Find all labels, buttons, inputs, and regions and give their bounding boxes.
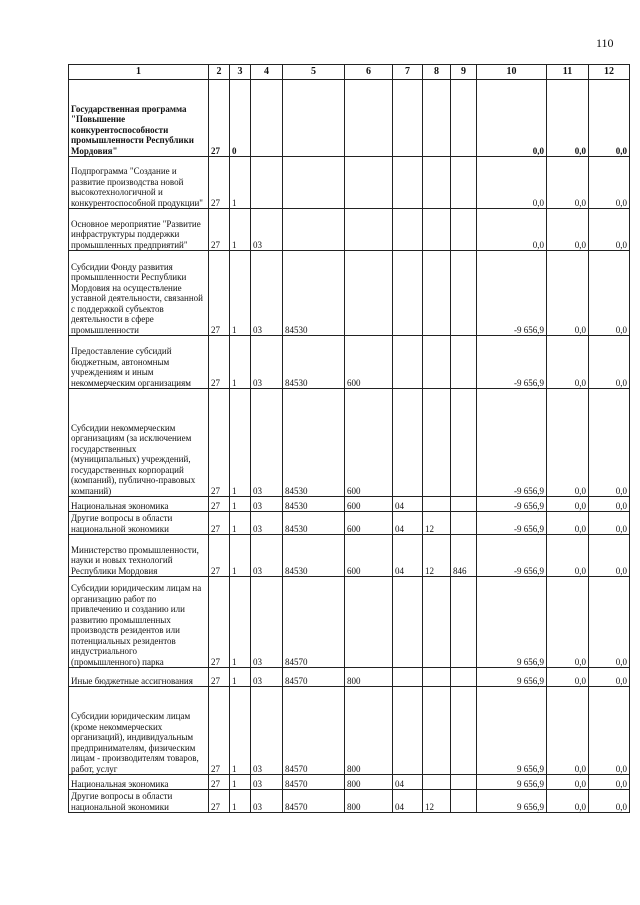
table-cell: 84530 — [283, 497, 345, 512]
table-cell: 1 — [230, 790, 251, 813]
table-cell: 1 — [230, 336, 251, 389]
row-label-cell: Другие вопросы в области национальной экономики — [69, 790, 209, 813]
table-cell — [393, 577, 423, 668]
row-label-cell: Национальная экономика — [69, 775, 209, 790]
table-cell: 1 — [230, 497, 251, 512]
table-cell — [423, 577, 451, 668]
table-cell — [451, 157, 477, 209]
table-cell — [451, 687, 477, 775]
table-cell — [283, 80, 345, 157]
table-cell — [451, 336, 477, 389]
table-cell: 800 — [345, 687, 393, 775]
table-cell: 03 — [251, 209, 283, 251]
table-cell: 1 — [230, 512, 251, 535]
table-cell: 27 — [209, 80, 230, 157]
table-cell: 9 656,9 — [477, 668, 547, 687]
table-row — [69, 251, 630, 336]
table-cell: 27 — [209, 512, 230, 535]
table-row — [69, 775, 630, 790]
table-cell: 1 — [230, 209, 251, 251]
table-cell: 03 — [251, 251, 283, 336]
table-cell: 03 — [251, 497, 283, 512]
row-label-cell: Субсидии некоммерческим организациям (за исключением государственных (муниципальных) учреждений, государственных корпораций (компаний), публично-правовых компаний) — [69, 389, 209, 497]
table-cell: 84530 — [283, 512, 345, 535]
table-cell: 600 — [345, 389, 393, 497]
page-number: 110 — [596, 36, 614, 50]
table-cell: 84530 — [283, 535, 345, 577]
table-cell: 27 — [209, 668, 230, 687]
table-cell: 03 — [251, 577, 283, 668]
table-cell: 0,0 — [589, 497, 630, 512]
table-cell — [423, 157, 451, 209]
table-cell: 1 — [230, 389, 251, 497]
header-cell: 2 — [209, 65, 230, 80]
table-cell — [423, 336, 451, 389]
table-cell — [451, 251, 477, 336]
table-cell — [393, 668, 423, 687]
table-cell: 03 — [251, 336, 283, 389]
table-cell: 04 — [393, 775, 423, 790]
table-cell: 1 — [230, 577, 251, 668]
table-cell — [451, 775, 477, 790]
table-cell: 0,0 — [547, 251, 589, 336]
table-cell — [451, 577, 477, 668]
table-row — [69, 668, 630, 687]
table-cell: 9 656,9 — [477, 790, 547, 813]
table-row — [69, 512, 630, 535]
table-cell: 600 — [345, 535, 393, 577]
table-cell: 9 656,9 — [477, 775, 547, 790]
table-row — [69, 389, 630, 497]
table-body — [69, 80, 630, 813]
table-cell: 1 — [230, 687, 251, 775]
table-cell — [345, 157, 393, 209]
row-label-cell: Предоставление субсидий бюджетным, автономным учреждениям и иным некоммерческим организациям — [69, 336, 209, 389]
row-label-cell: Национальная экономика — [69, 497, 209, 512]
table-cell — [345, 209, 393, 251]
table-row — [69, 157, 630, 209]
header-cell: 4 — [251, 65, 283, 80]
table-cell — [451, 497, 477, 512]
table-cell: 27 — [209, 336, 230, 389]
table-cell — [423, 775, 451, 790]
table-cell: 04 — [393, 535, 423, 577]
table-cell — [451, 80, 477, 157]
table-row — [69, 790, 630, 813]
table-cell: 27 — [209, 535, 230, 577]
table-cell — [393, 251, 423, 336]
table-cell — [345, 251, 393, 336]
table-cell — [345, 577, 393, 668]
table-cell: 0,0 — [547, 687, 589, 775]
table-cell: 600 — [345, 497, 393, 512]
table-cell: 27 — [209, 790, 230, 813]
table-cell: 27 — [209, 497, 230, 512]
table-cell — [451, 389, 477, 497]
table-cell: 600 — [345, 512, 393, 535]
table-cell: 9 656,9 — [477, 687, 547, 775]
table-cell — [393, 687, 423, 775]
table-cell: -9 656,9 — [477, 389, 547, 497]
table-cell: 04 — [393, 497, 423, 512]
table-cell — [423, 668, 451, 687]
table-cell: 0,0 — [589, 157, 630, 209]
table-cell: 1 — [230, 535, 251, 577]
row-label-cell: Государственная программа "Повышение конкурентоспособности промышленности Республики Мордовия" — [69, 80, 209, 157]
table-cell: 0,0 — [547, 209, 589, 251]
row-label-cell: Субсидии Фонду развития промышленности Республики Мордовия на осуществление уставной деятельности, связанной с поддержкой субъектов деятельности в сфере промышленности — [69, 251, 209, 336]
header-cell: 10 — [477, 65, 547, 80]
table-cell: 0,0 — [547, 577, 589, 668]
table-cell: 0,0 — [547, 790, 589, 813]
table-cell: 0,0 — [547, 157, 589, 209]
row-label-cell: Субсидии юридическим лицам (кроме некоммерческих организаций), индивидуальным предпринимателям, физическим лицам - производителям товаров, работ, услуг — [69, 687, 209, 775]
table-cell — [423, 80, 451, 157]
table-cell: 0,0 — [589, 577, 630, 668]
row-label-cell: Другие вопросы в области национальной экономики — [69, 512, 209, 535]
table-cell — [251, 157, 283, 209]
table-cell: 0,0 — [547, 775, 589, 790]
row-label-cell: Субсидии юридическим лицам на организацию работ по привлечению и созданию или развитию промышленных производств резидентов или потенциальных резидентов индустриального (промышленного) парка — [69, 577, 209, 668]
table-cell: 27 — [209, 389, 230, 497]
table-cell: 84570 — [283, 775, 345, 790]
table-cell: 0,0 — [589, 668, 630, 687]
table-cell: 12 — [423, 790, 451, 813]
table-cell: -9 656,9 — [477, 512, 547, 535]
header-cell: 11 — [547, 65, 589, 80]
table-cell — [451, 668, 477, 687]
table-cell: 03 — [251, 687, 283, 775]
table-cell — [251, 80, 283, 157]
table-cell: 0,0 — [547, 336, 589, 389]
table-cell: 0,0 — [589, 209, 630, 251]
table-cell: 0,0 — [589, 336, 630, 389]
table-cell: -9 656,9 — [477, 535, 547, 577]
table-cell: 84570 — [283, 577, 345, 668]
table-cell: -9 656,9 — [477, 336, 547, 389]
table-cell — [423, 209, 451, 251]
table-cell: 84530 — [283, 251, 345, 336]
table-cell — [451, 790, 477, 813]
header-cell: 1 — [69, 65, 209, 80]
table-cell — [423, 251, 451, 336]
table-cell: 12 — [423, 512, 451, 535]
table-cell — [451, 209, 477, 251]
table-cell: 1 — [230, 251, 251, 336]
table-cell: 03 — [251, 389, 283, 497]
table-cell — [393, 157, 423, 209]
table-cell: 800 — [345, 668, 393, 687]
table-cell — [393, 389, 423, 497]
header-row — [69, 65, 630, 80]
table-cell: -9 656,9 — [477, 251, 547, 336]
table-cell: 0,0 — [589, 512, 630, 535]
table-cell — [423, 497, 451, 512]
table-cell: 84530 — [283, 336, 345, 389]
table-cell: 800 — [345, 775, 393, 790]
table-cell: 0,0 — [477, 209, 547, 251]
table-cell: 04 — [393, 512, 423, 535]
table-cell: 800 — [345, 790, 393, 813]
table-cell — [451, 512, 477, 535]
table-cell: 0,0 — [547, 497, 589, 512]
table-cell — [393, 209, 423, 251]
table-cell — [283, 157, 345, 209]
table-cell: 84530 — [283, 389, 345, 497]
table-cell: 0,0 — [589, 687, 630, 775]
header-cell: 6 — [345, 65, 393, 80]
header-cell: 12 — [589, 65, 630, 80]
row-label-cell: Иные бюджетные ассигнования — [69, 668, 209, 687]
table-cell: 27 — [209, 687, 230, 775]
table-row — [69, 577, 630, 668]
table-row — [69, 497, 630, 512]
table-row — [69, 336, 630, 389]
table-cell: 03 — [251, 668, 283, 687]
table-cell: 0,0 — [589, 790, 630, 813]
table-cell: 03 — [251, 775, 283, 790]
table-cell: 84570 — [283, 687, 345, 775]
table-cell: 27 — [209, 775, 230, 790]
table-cell: 0,0 — [477, 157, 547, 209]
table-cell: 9 656,9 — [477, 577, 547, 668]
table-cell: 12 — [423, 535, 451, 577]
table-cell: 27 — [209, 209, 230, 251]
table-cell: 0,0 — [547, 389, 589, 497]
table-cell: 27 — [209, 157, 230, 209]
table-cell: 03 — [251, 790, 283, 813]
header-cell: 3 — [230, 65, 251, 80]
row-label-cell: Подпрограмма "Создание и развитие производства новой высокотехнологичной и конкурентоспособной продукции" — [69, 157, 209, 209]
table-cell: 0,0 — [589, 80, 630, 157]
table-cell — [283, 209, 345, 251]
table-cell — [345, 80, 393, 157]
table-cell: 1 — [230, 668, 251, 687]
table-cell: 0,0 — [589, 535, 630, 577]
table-cell: 84570 — [283, 790, 345, 813]
table-cell: 0,0 — [547, 668, 589, 687]
table-cell: 03 — [251, 535, 283, 577]
row-label-cell: Министерство промышленности, науки и новых технологий Республики Мордовия — [69, 535, 209, 577]
table-cell: 84570 — [283, 668, 345, 687]
header-cell: 8 — [423, 65, 451, 80]
table-cell: -9 656,9 — [477, 497, 547, 512]
table-cell: 600 — [345, 336, 393, 389]
table-row — [69, 535, 630, 577]
table-cell: 04 — [393, 790, 423, 813]
header-cell: 5 — [283, 65, 345, 80]
table-cell: 27 — [209, 577, 230, 668]
table-cell: 03 — [251, 512, 283, 535]
table-row — [69, 80, 630, 157]
header-cell: 7 — [393, 65, 423, 80]
table-cell: 0,0 — [547, 535, 589, 577]
table-cell: 0,0 — [547, 80, 589, 157]
header-cell: 9 — [451, 65, 477, 80]
table-cell — [423, 687, 451, 775]
table-cell: 27 — [209, 251, 230, 336]
table-cell: 0,0 — [589, 775, 630, 790]
row-label-cell: Основное мероприятие "Развитие инфраструктуры поддержки промышленных предприятий" — [69, 209, 209, 251]
table-cell: 0,0 — [477, 80, 547, 157]
table-cell: 1 — [230, 157, 251, 209]
table-cell — [393, 336, 423, 389]
budget-table — [68, 64, 630, 813]
table-cell: 1 — [230, 775, 251, 790]
table-cell — [423, 389, 451, 497]
table-cell: 0,0 — [589, 251, 630, 336]
table-row — [69, 209, 630, 251]
table-cell: 0,0 — [547, 512, 589, 535]
table-cell: 0 — [230, 80, 251, 157]
table-cell: 846 — [451, 535, 477, 577]
table-cell: 0,0 — [589, 389, 630, 497]
table-cell — [393, 80, 423, 157]
table-row — [69, 687, 630, 775]
